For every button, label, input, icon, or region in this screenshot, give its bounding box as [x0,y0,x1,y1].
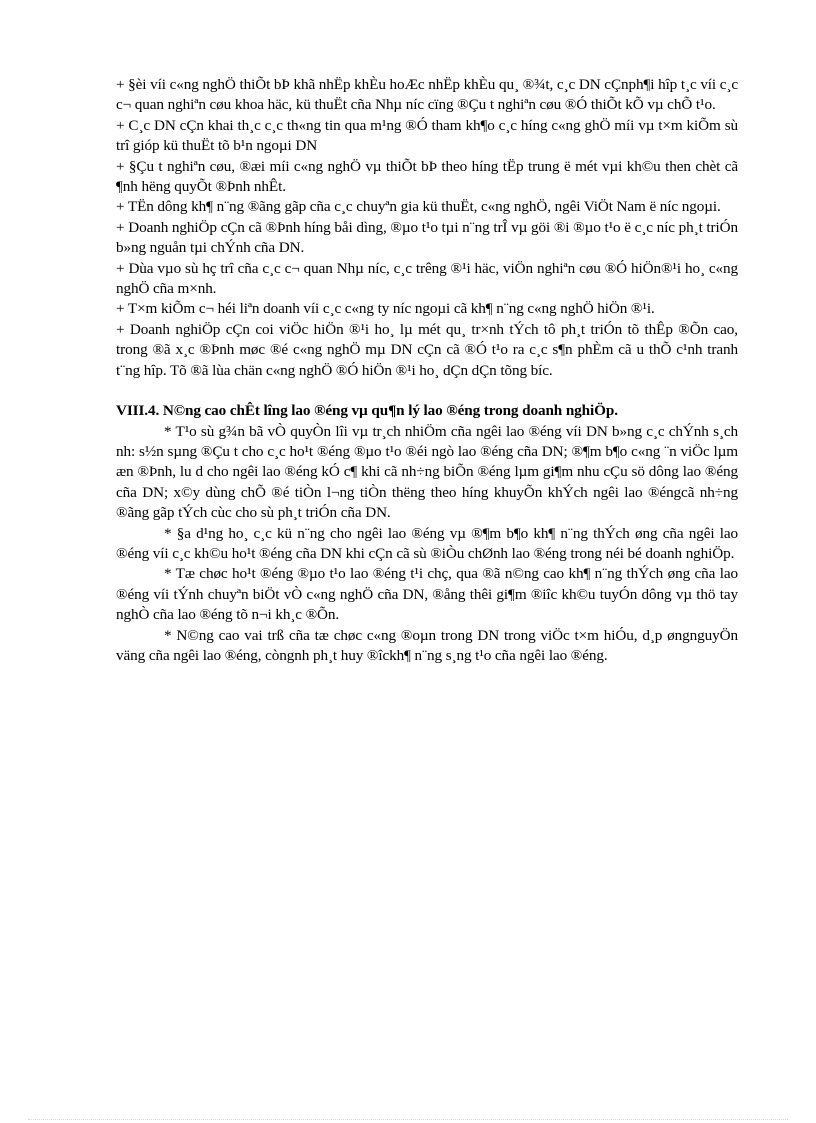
bullet-paragraph: + T×m kiÕm c¬ héi liªn doanh víi c¸c c«ng ty níc ngoµi cã kh¶ n¨ng c«ng nghÖ hiÖn ®¹i. [116,300,655,318]
bullet-paragraph: + Doanh nghiÖp cÇn cã ®Þnh híng båi dìng, ®µo t¹o tµi n¨ng trÎ vµ göi ®i ®µo t¹o ë c¸c níc ph¸t triÓn b»ng nguån tµi chÝnh cña DN. [116,218,738,257]
bullet-paragraph: + §Çu t nghiªn cøu, ®æi míi c«ng nghÖ vµ thiÕt bÞ theo híng tËp trung ë mét vµi kh©u then chèt cã ¶nh hëng quyÕt ®Þnh nhÊt. [116,157,738,196]
page-bottom-divider [28,1119,788,1120]
section-paragraph: * N©ng cao vai trß cña tæ chøc c«ng ®oµn trong DN trong viÖc t×m hiÓu, d¸p øngnguyÖn väng cña ngêi lao ®éng, còngnh ph¸t huy ®îckh¶ n¨ng s¸ng t¹o cña ngêi lao ®éng. [116,626,738,664]
document-body [116,75,738,666]
section-paragraph: * Tæ chøc ho¹t ®éng ®µo t¹o lao ®éng t¹i chç, qua ®ã n©ng cao kh¶ n¨ng thÝch øng cña lao ®éng víi tÝnh chuyªn biÖt vÒ c«ng nghÖ cña DN, ®ång thêi gi¶m ®iîc kh©u tuyÓn dông vµ thö tay nghÒ cña lao ®éng tõ n¬i kh¸c ®Õn. [116,565,738,624]
bullet-paragraph: + Doanh nghiÖp cÇn coi viÖc hiÖn ®¹i ho¸ lµ mét qu¸ tr×nh tÝch tô ph¸t triÓn tõ thÊp ®Õn cao, trong ®ã x¸c ®Þnh møc ®é c«ng nghÖ mµ DN cÇn cã ®Ó t¹o ra c¸c s¶n phÈm cã u thÕ c¹nh tranh t¨ng hîp. Tõ ®ã lùa chän c«ng nghÖ ®Ó hiÖn ®¹i ho¸ dÇn dÇn tõng bíc. [116,320,738,379]
section-paragraph: * T¹o sù g¾n bã vÒ quyÒn lîi vµ tr¸ch nhiÖm cña ngêi lao ®éng víi DN b»ng c¸c chÝnh s¸ch nh: s½n sµng ®Çu t cho c¸c ho¹t ®éng ®µo t¹o ®éi ngò lao ®éng cña DN; ®¶m b¶o c«ng ¨n viÖc lµm æn ®Þnh, lu d cho ngêi lao ®éng kÓ c¶ khi cã nh÷ng biÕn ®éng lµm gi¶m nhu cÇu sö dông lao ®éng cña DN; x©y dùng chÕ ®é tiÒn l¬ng tiÒn thëng theo híng khuyÕn khÝch ngêi lao ®éngcã nh÷ng ®ãng gãp tÝch cùc cho sù ph¸t triÓn cña DN. [116,422,738,522]
section-paragraph: * §a d¹ng ho¸ c¸c kü n¨ng cho ngêi lao ®éng vµ ®¶m b¶o kh¶ n¨ng thÝch øng cña ngêi lao ®éng víi c¸c kh©u ho¹t ®éng cña DN khi cÇn cã sù ®iÒu chØnh lao ®éng trong néi bé doanh nghiÖp. [116,524,738,562]
bullet-paragraph: + Dùa vµo sù hç trî cña c¸c c¬ quan Nhµ níc, c¸c trêng ®¹i häc, viÖn nghiªn cøu ®Ó hiÖn®¹i ho¸ c«ng nghÖ cña m×nh. [116,259,738,298]
section-heading: VIII.4. N©ng cao chÊt lîng lao ®éng vµ qu¶n lý lao ®éng trong doanh nghiÖp. [116,402,618,420]
bullet-paragraph: + C¸c DN cÇn khai th¸c c¸c th«ng tin qua m¹ng ®Ó tham kh¶o c¸c híng c«ng ghÖ míi vµ t×m kiÕm sù trî gióp kü thuËt tõ b¹n ngoµi DN [116,116,738,155]
bullet-paragraph: + §èi víi c«ng nghÖ thiÕt bÞ khã nhËp khÈu hoÆc nhËp khÈu qu¸ ®¾t, c¸c DN cÇnph¶i hîp t¸c víi c¸c c¬ quan nghiªn cøu khoa häc, kü thuËt cña Nhµ níc cïng ®Çu t nghiªn cøu ®Ó thiÕt kÕ vµ chÕ t¹o. [116,76,738,114]
bullet-paragraph: + TËn dông kh¶ n¨ng ®ãng gãp cña c¸c chuyªn gia kü thuËt, c«ng nghÖ, ngêi ViÖt Nam ë níc ngoµi. [116,198,721,216]
